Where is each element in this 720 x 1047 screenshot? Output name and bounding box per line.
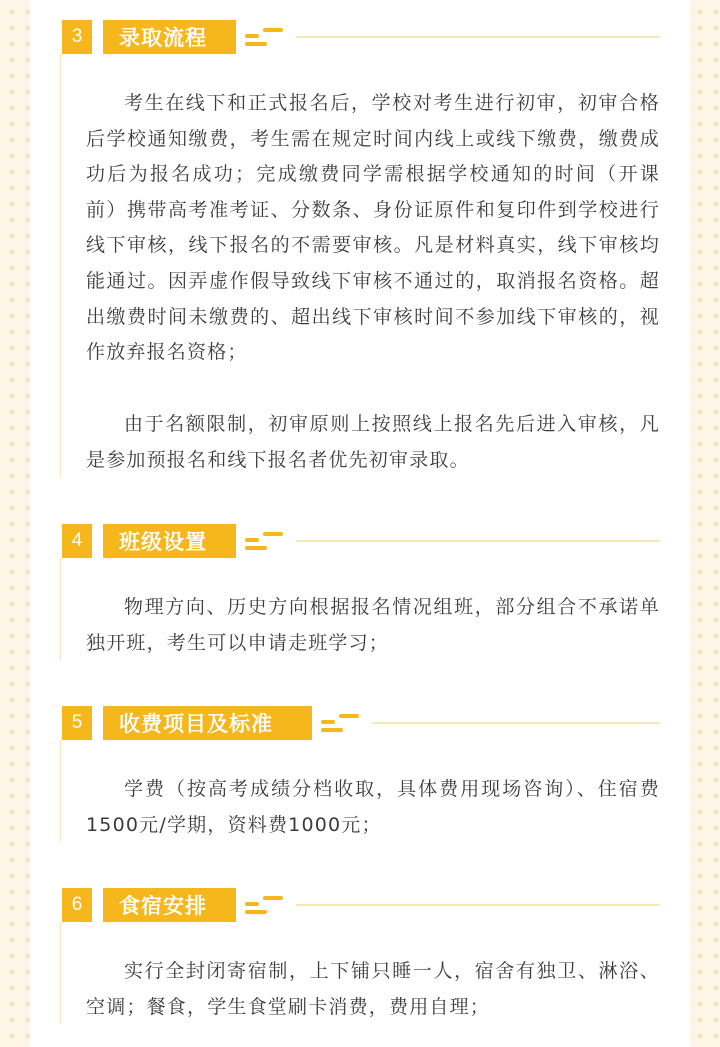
section-left-rule xyxy=(60,922,61,1024)
section-title: 班级设置 xyxy=(103,524,236,558)
section-header-rule xyxy=(296,904,660,906)
section-number-badge: 5 xyxy=(62,706,92,740)
section-header-rule xyxy=(296,540,660,542)
section-paragraph: 考生在线下和正式报名后，学校对考生进行初审，初审合格后学校通知缴费，考生需在规定时间内线上或线下缴费，缴费成功后为报名成功；完成缴费同学需根据学校通知的时间（开课前）携带高考准考证、分数条、身份证原件和复印件到学校进行线下审核，线下报名的不需要审核。凡是材料真实，线下审核均能通过。因弄虚作假导致线下审核不通过的，取消报名资格。超出缴费时间未缴费的、超出线下审核时间不参加线下审核的，视作放弃报名资格； xyxy=(86,92,660,364)
section-number-badge: 4 xyxy=(62,524,92,558)
title-dash-decoration xyxy=(245,893,287,917)
title-dash-decoration xyxy=(321,711,363,735)
section-left-rule xyxy=(60,558,61,660)
section-number-badge: 3 xyxy=(62,20,92,54)
content-card xyxy=(30,0,690,1047)
section-title: 收费项目及标准 xyxy=(103,706,312,740)
section-number-badge: 6 xyxy=(62,888,92,922)
section-paragraph: 物理方向、历史方向根据报名情况组班，部分组合不承诺单独开班，考生可以申请走班学习； xyxy=(86,596,660,654)
section-left-rule xyxy=(60,740,61,842)
section-paragraph: 由于名额限制，初审原则上按照线上报名先后进入审核，凡是参加预报名和线下报名者优先初审录取。 xyxy=(86,413,660,471)
section-title: 食宿安排 xyxy=(103,888,236,922)
section-paragraph: 学费（按高考成绩分档收取，具体费用现场咨询）、住宿费1500元/学期，资料费1000元； xyxy=(86,778,660,836)
section-paragraph: 实行全封闭寄宿制，上下铺只睡一人，宿舍有独卫、淋浴、空调；餐食，学生食堂刷卡消费，费用自理； xyxy=(86,960,660,1018)
section-header-rule xyxy=(372,722,660,724)
section-title: 录取流程 xyxy=(103,20,236,54)
section-left-rule xyxy=(60,54,61,478)
section-header-rule xyxy=(296,36,660,38)
title-dash-decoration xyxy=(245,529,287,553)
title-dash-decoration xyxy=(245,25,287,49)
